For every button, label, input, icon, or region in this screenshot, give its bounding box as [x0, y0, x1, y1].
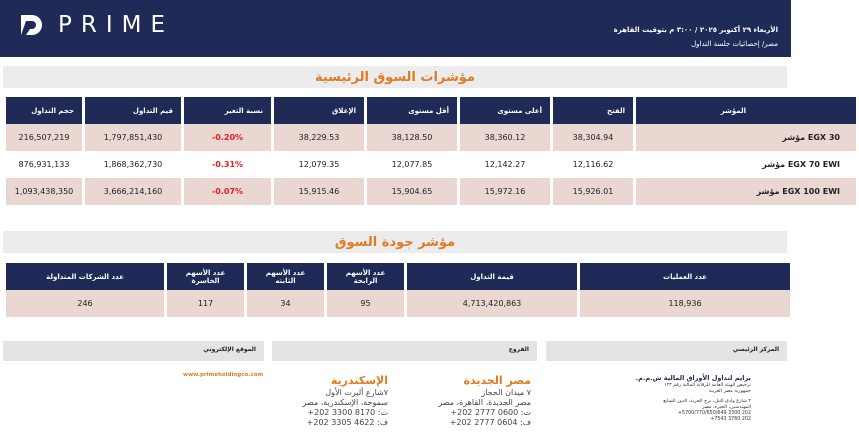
hq-city: المهندسين، الجيزة، مصر [702, 405, 751, 410]
col-high: أعلى مستوى [460, 97, 550, 124]
low-cell: 12,077.85 [391, 160, 433, 169]
index-name-cell: مؤشر EGX 70 EWI [762, 160, 840, 169]
website-link[interactable]: www.primeholdingco.com [183, 372, 264, 378]
open-cell: 12,116.62 [572, 160, 614, 169]
change-cell: -0.07% [184, 178, 271, 205]
branch-address: ٧شارع ألبرت الأول [325, 388, 388, 397]
low-cell: 38,128.50 [367, 124, 457, 151]
indices-title-band [3, 66, 787, 88]
volume-cell: 876,931,133 [18, 160, 70, 169]
branch-heliopolis [438, 374, 531, 427]
col-traded-companies: عدد الشركات المتداولة [6, 263, 164, 290]
high-cell: 12,142.27 [484, 160, 526, 169]
trades-cell: 118,936 [580, 290, 790, 317]
prime-logo-icon [18, 12, 44, 38]
volume-cell: 1,093,438,350 [6, 178, 82, 205]
hq-band [546, 341, 787, 361]
col-open: الفتح [553, 97, 633, 124]
branch-city: مصر الجديدة، القاهرة، مصر [438, 398, 531, 407]
branch-phone: ت: 8170 3300 202+ [307, 408, 388, 417]
col-unchanged: عدد الأسهم الثابته [247, 263, 324, 290]
branch-name: مصر الجديدة [463, 374, 531, 387]
table-row [6, 151, 856, 178]
close-cell: 12,079.35 [298, 160, 340, 169]
hq-license: ترخيص الهيئة العامة للرقابة المالية رقم ١٢٣ [663, 383, 751, 388]
hq-name: برايم لتداول الأوراق المالية ش.م.م. [635, 374, 751, 382]
quality-title-band [3, 231, 787, 253]
open-cell: 15,926.01 [553, 178, 633, 205]
volume-cell: 216,507,219 [6, 124, 82, 151]
value-cell: 1,797,851,430 [85, 124, 181, 151]
hq-address: ٢ شارع وادي النيل، برج الحرية، الدور السابع [663, 399, 751, 404]
quality-header-row [6, 263, 790, 290]
index-name-cell: مؤشر EGX 30 [636, 124, 856, 151]
branches-label: الفروع [508, 346, 529, 353]
hq-phone: 202 3300 5700/770/650/649+ [678, 411, 751, 416]
col-close: الإغلاق [274, 97, 364, 124]
gainers-cell: 95 [327, 290, 404, 317]
indices-table [3, 97, 859, 205]
traded-companies-cell: 246 [6, 290, 164, 317]
col-losers: عدد الأسهم الخاسرة [167, 263, 244, 290]
header-bar [0, 0, 791, 57]
report-subtitle: مصر/ إحصائيات جلسة التداول [691, 40, 778, 48]
change-cell: -0.31% [211, 160, 244, 169]
branch-address: ٧ ميدان الحجاز [481, 388, 531, 397]
head-office [636, 374, 751, 422]
indices-title: مؤشرات السوق الرئيسية [314, 70, 475, 85]
branch-alexandria [303, 374, 388, 427]
hq-label: المركز الرئيسي [732, 346, 779, 353]
brand-name: PRIME [58, 12, 175, 38]
table-row [6, 178, 856, 205]
col-index: المؤشر [636, 97, 856, 124]
report-date: الأربعاء ٢٩ أكتوبر ٢٠٢٥ / ٣:٠٠ م بتوقيت القاهرة [613, 26, 778, 34]
quality-table [3, 263, 793, 317]
col-change: نسبة التغير [184, 97, 271, 124]
branch-fax: ف: 0604 2777 202+ [449, 418, 531, 427]
unchanged-cell: 34 [247, 290, 324, 317]
branch-fax: ف: 4622 3305 202+ [306, 418, 388, 427]
open-cell: 38,304.94 [553, 124, 633, 151]
table-row [6, 290, 790, 317]
high-cell: 15,972.16 [460, 178, 550, 205]
col-value: قيم التداول [85, 97, 181, 124]
website-band [3, 341, 264, 361]
col-trades: عدد العمليات [580, 263, 790, 290]
table-row [6, 124, 856, 151]
value-cell: 1,868,362,730 [103, 160, 163, 169]
change-cell: -0.20% [184, 124, 271, 151]
col-low: أقل مستوى [367, 97, 457, 124]
website-label: الموقع الإلكتروني [203, 346, 256, 353]
low-cell: 15,904.65 [367, 178, 457, 205]
trade-value-cell: 4,713,420,863 [407, 290, 577, 317]
branch-name: الإسكندرية [330, 374, 388, 387]
col-trade-value: قيمة التداول [407, 263, 577, 290]
close-cell: 38,229.53 [274, 124, 364, 151]
hq-country: جمهورية مصر العربية [708, 389, 751, 394]
branches-band [272, 341, 537, 361]
index-name-cell: مؤشر EGX 100 EWI [636, 178, 856, 205]
high-cell: 38,360.12 [460, 124, 550, 151]
value-cell: 3,666,214,160 [85, 178, 181, 205]
col-volume: حجم التداول [6, 97, 82, 124]
col-gainers: عدد الأسهم الرابحة [327, 263, 404, 290]
branch-phone: ت: 0600 2777 202+ [450, 408, 531, 417]
quality-title: مؤشر جودة السوق [334, 235, 456, 250]
close-cell: 15,915.46 [274, 178, 364, 205]
branch-city: سموحة، الإسكندرية، مصر [302, 398, 388, 407]
hq-fax: 202 3760 7543+ [710, 417, 751, 422]
logo [18, 12, 174, 38]
losers-cell: 117 [167, 290, 244, 317]
indices-header-row [6, 97, 856, 124]
